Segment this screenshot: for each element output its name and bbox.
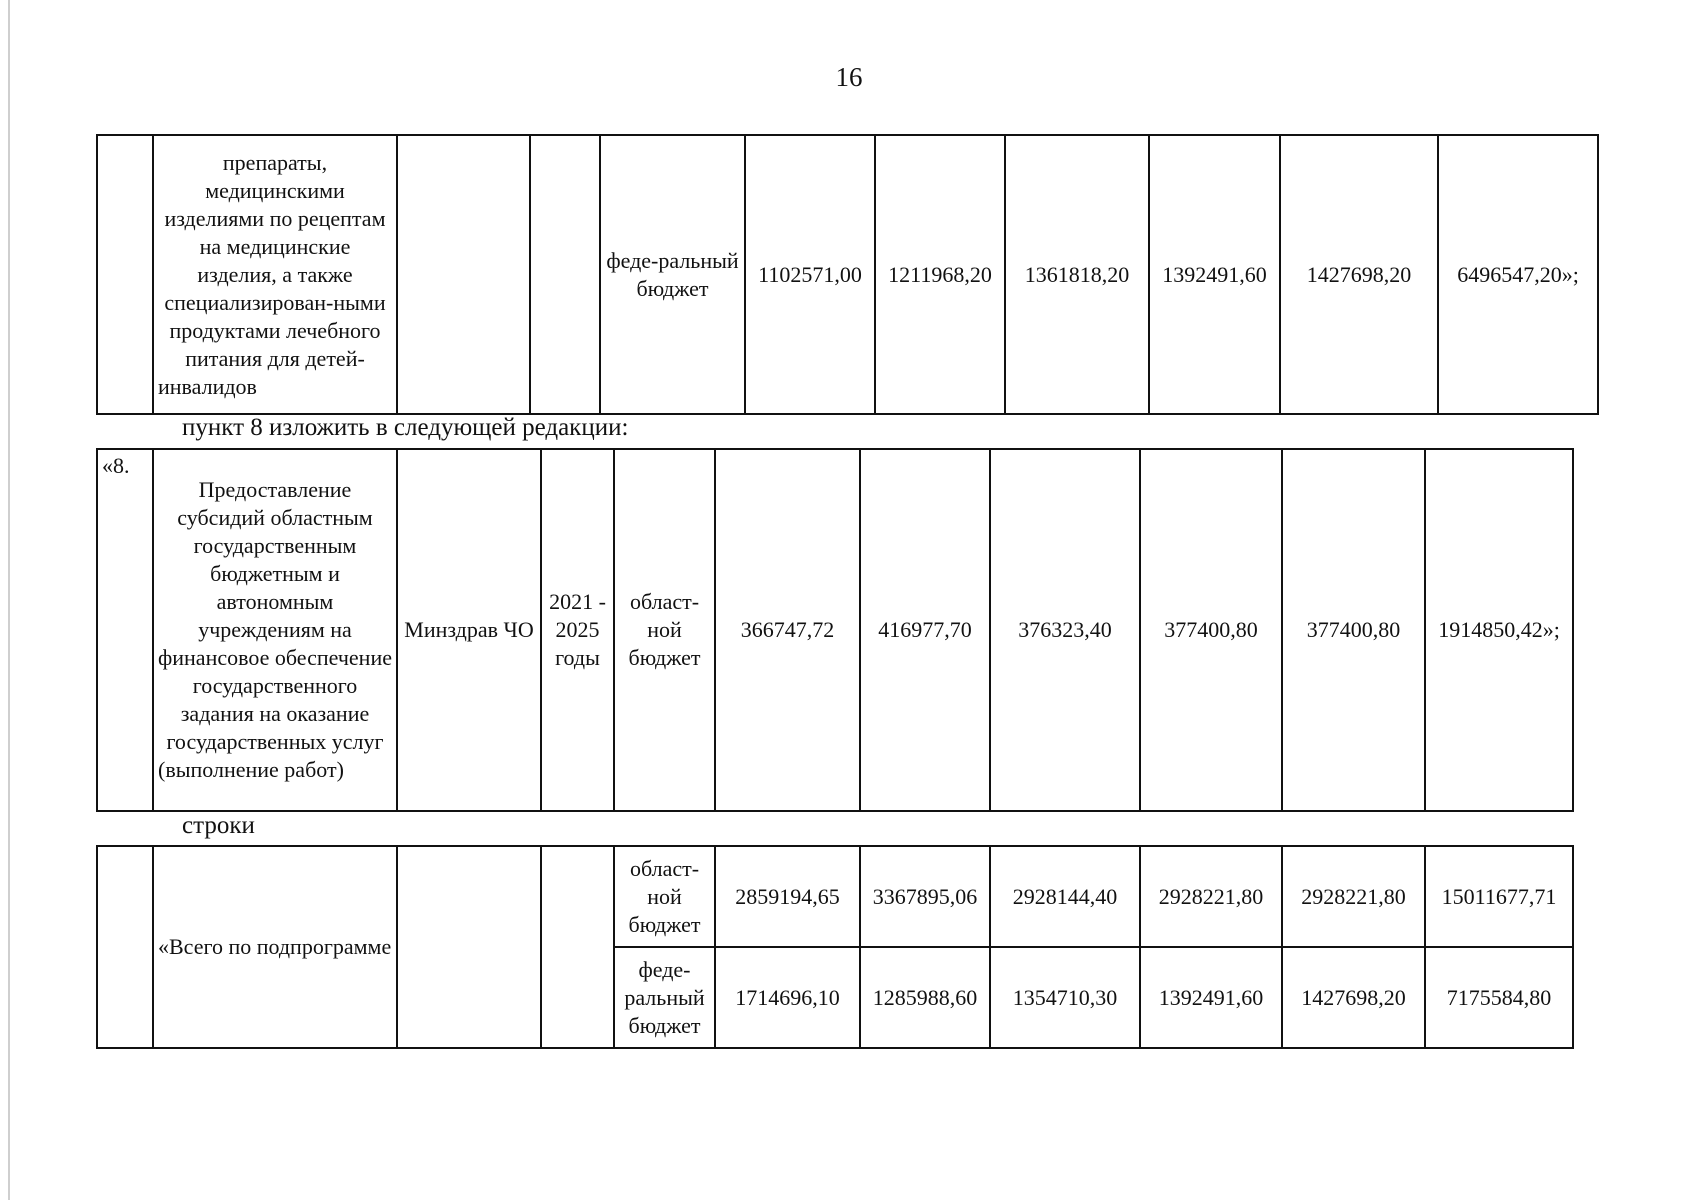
value-cell: 366747,72 — [715, 449, 860, 811]
executor-cell — [397, 135, 530, 414]
row-description: препараты, медицинскими изделиями по рецептам на медицинские изделия, а также специализирован-ными продуктами лечебного питания для детей-инвалидов — [153, 135, 397, 414]
table-item-8 — [96, 448, 1574, 812]
period-cell — [541, 846, 614, 1048]
value-cell: 1714696,10 — [715, 947, 860, 1048]
value-cell: 1427698,20 — [1282, 947, 1425, 1048]
total-cell: 6496547,20»; — [1438, 135, 1598, 414]
value-cell: 1392491,60 — [1140, 947, 1282, 1048]
row-description: «Всего по подпрограмме — [153, 846, 397, 1048]
total-cell: 15011677,71 — [1425, 846, 1573, 947]
value-cell: 1427698,20 — [1280, 135, 1438, 414]
row-description: Предоставление субсидий областным государственным бюджетным и автономным учреждениям на финансовое обеспечение государственного задания на оказание государственных услуг (выполнение работ) — [153, 449, 397, 811]
value-cell: 3367895,06 — [860, 846, 990, 947]
value-cell: 1354710,30 — [990, 947, 1140, 1048]
period-cell — [530, 135, 600, 414]
row-number-cell — [97, 135, 153, 414]
value-cell: 2928144,40 — [990, 846, 1140, 947]
value-cell: 377400,80 — [1282, 449, 1425, 811]
value-cell: 1361818,20 — [1005, 135, 1149, 414]
value-cell: 377400,80 — [1140, 449, 1282, 811]
value-cell: 1392491,60 — [1149, 135, 1280, 414]
instruction-text: пункт 8 изложить в следующей редакции: — [182, 414, 629, 441]
funding-source: област-ной бюджет — [614, 449, 715, 811]
period-cell: 2021 - 2025 годы — [541, 449, 614, 811]
value-cell: 2928221,80 — [1140, 846, 1282, 947]
value-cell: 1211968,20 — [875, 135, 1005, 414]
page-number: 16 — [835, 62, 863, 92]
funding-source: област-ной бюджет — [614, 846, 715, 947]
row-number-cell: «8. — [97, 449, 153, 811]
table-continuation — [96, 134, 1599, 415]
value-cell: 376323,40 — [990, 449, 1140, 811]
executor-cell: Минздрав ЧО — [397, 449, 541, 811]
funding-source: феде-ральный бюджет — [600, 135, 745, 414]
value-cell: 2859194,65 — [715, 846, 860, 947]
executor-cell — [397, 846, 541, 1048]
total-cell: 7175584,80 — [1425, 947, 1573, 1048]
row-number-cell — [97, 846, 153, 1048]
value-cell: 2928221,80 — [1282, 846, 1425, 947]
value-cell: 416977,70 — [860, 449, 990, 811]
funding-source: феде-ральный бюджет — [614, 947, 715, 1048]
value-cell: 1285988,60 — [860, 947, 990, 1048]
page-binding-edge — [8, 0, 10, 1200]
value-cell: 1102571,00 — [745, 135, 875, 414]
table-subprogram-totals — [96, 845, 1574, 1049]
total-cell: 1914850,42»; — [1425, 449, 1573, 811]
instruction-text: строки — [182, 812, 255, 839]
